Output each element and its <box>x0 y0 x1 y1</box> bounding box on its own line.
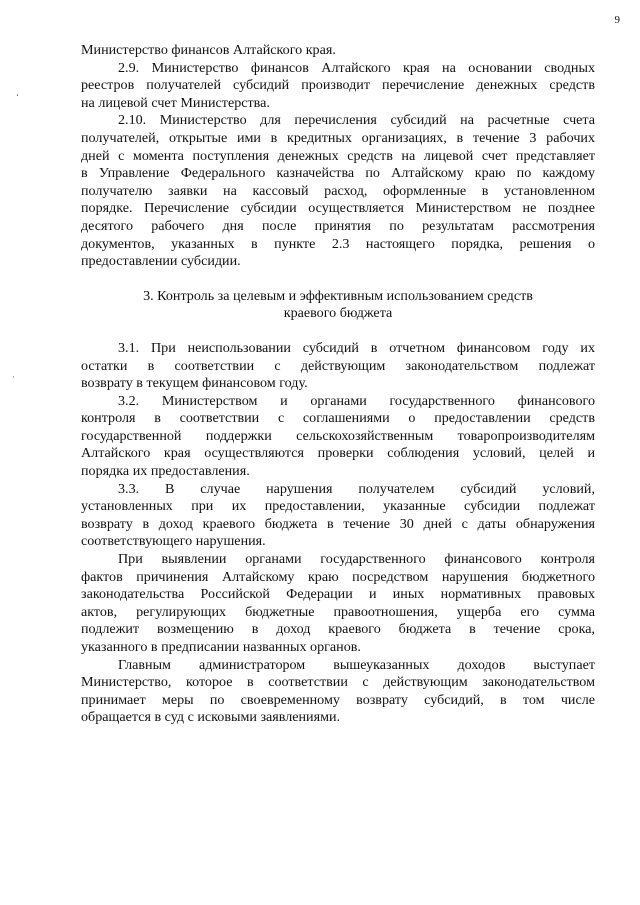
text-line: контроля в соответствии с соглашениями о предоставлении средств <box>81 410 595 427</box>
text-line: 2.9. Министерство финансов Алтайского края на основании сводных <box>118 59 595 76</box>
text-line: Алтайского края осуществляются проверки соблюдения условий, целей и <box>81 445 595 462</box>
text-line: актов, регулирующих бюджетные правоотношения, ущерба его сумма <box>81 603 595 620</box>
page-number: 9 <box>614 14 620 26</box>
text-line: возврату в доход краевого бюджета в течение 30 дней с даты обнаружения <box>81 515 595 532</box>
text-line: на лицевой счет Министерства. <box>81 94 270 111</box>
text-line: законодательства Российской Федерации и иных нормативных правовых <box>81 586 595 603</box>
text-line: соответствующего нарушения. <box>81 533 266 550</box>
document-body <box>81 42 595 727</box>
text-line: возврату в текущем финансовом году. <box>81 375 308 392</box>
scan-speck: · <box>12 372 15 382</box>
text-line: принимает меры по своевременному возврату субсидий, в том числе <box>81 691 595 708</box>
text-line: десятого рабочего дня после принятия по результатам рассмотрения <box>81 217 595 234</box>
text-line: 3.1. При неиспользовании субсидий в отчетном финансовом году их <box>118 339 595 356</box>
scan-speck: ‘ <box>16 92 19 102</box>
text-line: Главным администратором вышеуказанных доходов выступает <box>118 656 595 673</box>
text-line: документов, указанных в пункте 2.3 настоящего порядка, решения о <box>81 235 595 252</box>
text-line: Министерство, которое в соответствии с действующим законодательством <box>81 674 595 691</box>
text-line: 2.10. Министерство для перечисления субсидий на расчетные счета <box>118 112 595 129</box>
text-line: получателю заявки на кассовый расход, оформленные в установленном <box>81 182 595 199</box>
text-line: остатки в соответствии с действующим законодательством подлежат <box>81 357 595 374</box>
text-line: фактов причинения Алтайскому краю посредством нарушения бюджетного <box>81 568 595 585</box>
text-line: При выявлении органами государственного финансового контроля <box>118 551 595 568</box>
text-line: дней с момента поступления денежных средств на лицевой счет представляет <box>81 147 595 164</box>
blank-line <box>81 271 595 288</box>
text-line: 3.3. В случае нарушения получателем субсидий условий, <box>118 480 595 497</box>
text-line: порядка их предоставления. <box>81 463 250 480</box>
text-line: государственной поддержки сельскохозяйственным товаропроизводителям <box>81 427 595 444</box>
text-line: подлежит возмещению в доход краевого бюджета в течение срока, <box>81 621 595 638</box>
text-line: указанного в предписании названных органов. <box>81 639 361 655</box>
text-line: Министерство финансов Алтайского края. <box>81 42 336 58</box>
section-heading-line: краевого бюджета <box>283 305 393 322</box>
text-line: установленных при их предоставлении, указанные субсидии подлежат <box>81 498 595 515</box>
text-line: обращается в суд с исковыми заявлениями. <box>81 709 341 726</box>
text-line: реестров получателей субсидий производит перечисление денежных средств <box>81 77 595 94</box>
text-line: предоставлении субсидии. <box>81 253 241 270</box>
section-heading-line: 3. Контроль за целевым и эффективным использованием средств <box>143 287 533 304</box>
text-line: в Управление Федерального казначейства по Алтайскому краю по каждому <box>81 165 595 182</box>
text-line: 3.2. Министерством и органами государственного финансового <box>118 392 595 409</box>
blank-line <box>81 323 595 340</box>
text-line: порядке. Перечисление субсидии осуществляется Министерством не позднее <box>81 200 595 217</box>
text-line: получателей, открытые ими в кредитных организациях, в течение 3 рабочих <box>81 129 595 146</box>
